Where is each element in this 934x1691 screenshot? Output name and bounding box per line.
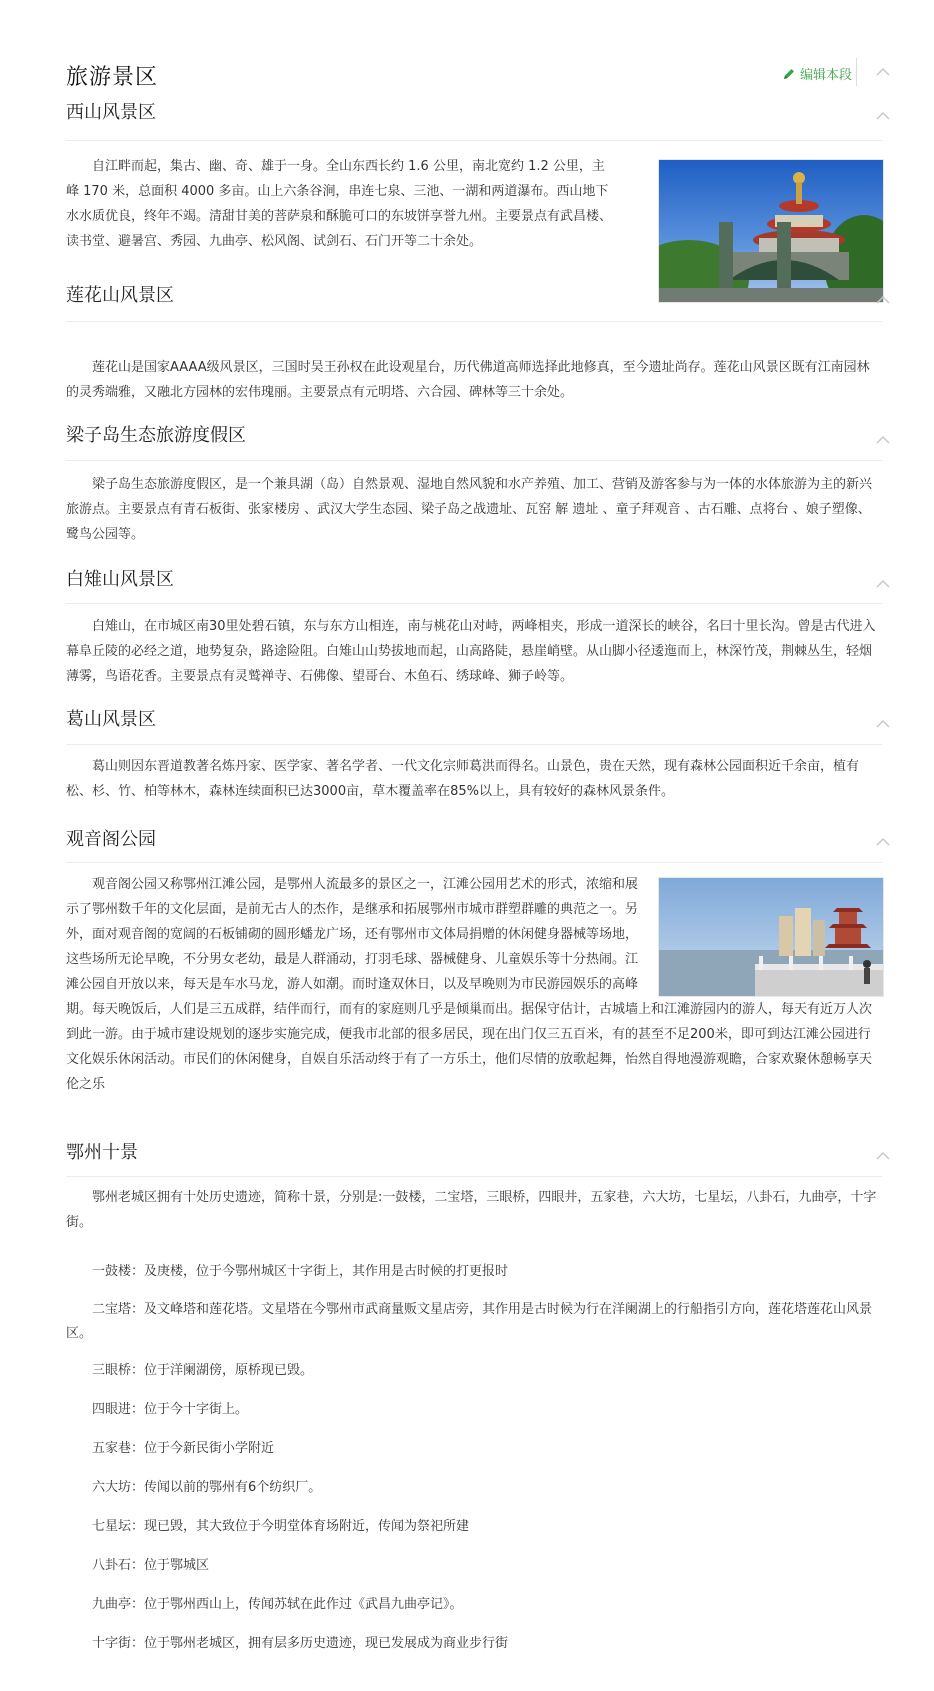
section-divider [66,1176,882,1177]
edit-label: 编辑本段 [800,68,853,83]
list-item: 八卦石：位于鄂城区 [92,1558,210,1573]
section-paragraph: 梁子岛生态旅游度假区，是一个兼具湖（岛）自然景观、湿地自然风貌和水产养殖、加工、营销及游客参与为一体的水体旅游为主的新兴旅游点。主要景点有青石板街、张家楼房 、武汉大学生态园、梁子岛之战遗址、瓦窑 解 遗址 、童子拜观音 、古石雕、点将台 、娘子塑像、鹭鸟公园等。 [66,477,873,542]
section-paragraph: 白雉山，在市城区南30里处碧石镇，东与东方山相连，南与桃花山对峙，两峰相夹，形成一道深长的峡谷，名曰十里长沟。曾是古代进入幕阜丘陵的必经之道，地势复杂，路途险阻。白雉山山势拔地而起，山高路陡，悬崖峭壁。从山脚小径逶迤而上，林深竹茂，荆棘丛生，轻烟薄雾，鸟语花香。主要景点有灵鹫禅寺、石佛像、望哥台、木鱼石、绣球峰、狮子岭等。 [66,619,876,684]
list-item: 六大坊：传闻以前的鄂州有6个纺织厂。 [92,1480,322,1495]
section-divider [66,862,882,863]
list-item: 二宝塔：及文峰塔和莲花塔。文星塔在今鄂州市武商量贩文星店旁，其作用是古时候为行在洋阑湖上的行船指引方向，莲花塔莲花山风景区。 [66,1302,873,1341]
section-paragraph: 葛山则因东晋道教著名炼丹家、医学家、著名学者、一代文化宗师葛洪而得名。山景色，贵在天然，现有森林公园面积近千余亩，植有松、杉、竹、柏等林木，森林连续面积已达3000亩，草木覆盖率在85%以上，具有较好的森林风景条件。 [66,759,860,799]
collapse-chevron-icon[interactable] [876,434,890,444]
section-divider [66,140,882,141]
list-item: 五家巷：位于今新民街小学附近 [92,1441,275,1456]
section-title: 观音阁公园 [66,829,156,850]
xishan-photo [658,159,884,303]
section-title: 莲花山风景区 [66,285,174,306]
section-divider [66,460,882,461]
collapse-chevron-icon[interactable] [876,1150,890,1160]
image-spacer [638,872,882,997]
section-title: 鄂州十景 [66,1142,138,1163]
section-divider [66,321,882,322]
section-title: 梁子岛生态旅游度假区 [66,425,246,446]
section-paragraph: 自江畔而起，集古、幽、奇、雄于一身。全山东西长约 1.6 公里，南北宽约 1.2 公里，主峰 170 米，总面积 4000 多亩。山上六条谷涧，串连七泉、三池、一湖和两道瀑布。西山地下水水质优良，终年不竭。清甜甘美的菩萨泉和酥脆可口的东坡饼享誉九州。主要景点有武昌楼、读书堂、避暑宫、秀园、九曲亭、松风阁、试剑石、石门开等二十余处。 [66,159,613,249]
pencil-icon [782,67,796,81]
section-intro: 鄂州老城区拥有十处历史遗迹，简称十景，分别是:一鼓楼，二宝塔，三眼桥，四眼井，五家巷，六大坊，七星坛，八卦石，九曲亭，十字街。 [66,1190,877,1230]
header-divider [856,58,857,86]
section-paragraph: 观音阁公园又称鄂州江滩公园，是鄂州人流最多的景区之一，江滩公园用艺术的形式，浓缩和展示了鄂州数千年的文化层面，是前无古人的杰作，是继承和拓展鄂州市城市群塑群雕的典范之一。另外，面对观音阁的宽阔的石板铺砌的圆形蟠龙广场，还有鄂州市文体局捐赠的休闲健身器械等场地，这些场所无论早晚，不分男女老幼，最是人群涌动，打羽毛球、器械健身、儿童娱乐等十分热闹。江滩公园自开放以来，每天是车水马龙，游人如潮。而时逢双休日，以及早晚则为市民游园娱乐的高峰期。每天晚饭后，人们是三五成群，结伴而行，而有的家庭则几乎是倾巢而出。据保守估计，古城墙上和江滩游园内的游人，每天有近万人次到此一游。由于城市建设规划的逐步实施完成，便我市北部的很多居民，现在出门仅三五百米，有的甚至不足200米，即可到达江滩公园进行文化娱乐休闲活动。市民们的休闲健身，自娱自乐活动终于有了一方乐土，他们尽情的放歌起舞，怡然自得地漫游观瞻，合家欢聚休憩畅享天伦之乐 [66,872,882,1097]
section-divider [66,603,882,604]
collapse-chevron-icon[interactable] [876,578,890,588]
list-item: 三眼桥：位于洋阑湖傍，原桥现已毁。 [92,1363,314,1378]
collapse-chevron-icon[interactable] [876,110,890,120]
collapse-chevron-icon[interactable] [876,718,890,728]
section-paragraph: 莲花山是国家AAAA级风景区，三国时吴王孙权在此设观星台，历代佛道高师选择此地修真，至今遗址尚存。莲花山风景区既有江南园林的灵秀端雅，又融北方园林的宏伟瑰丽。主要景点有元明塔、六合园、碑林等三十余处。 [66,360,870,400]
section-title: 白雉山风景区 [66,569,174,590]
section-title: 西山风景区 [66,102,156,123]
edit-section-link[interactable] [782,64,852,83]
page-title: 旅游景区 [66,65,159,90]
section-divider [66,744,882,745]
list-item: 四眼进：位于今十字街上。 [92,1402,249,1417]
list-item: 一鼓楼：及庚楼，位于今鄂州城区十字街上，其作用是古时候的打更报时 [92,1264,509,1279]
collapse-chevron-icon[interactable] [876,294,890,304]
list-item: 七星坛：现已毁，其大致位于今明堂体育场附近，传闻为祭祀所建 [92,1519,470,1534]
chevron-up-icon[interactable] [876,66,890,76]
section-title: 葛山风景区 [66,709,156,730]
collapse-chevron-icon[interactable] [876,836,890,846]
list-item: 九曲亭：位于鄂州西山上，传闻苏轼在此作过《武昌九曲亭记》。 [92,1597,463,1612]
list-item: 十字街：位于鄂州老城区，拥有层多历史遗迹，现已发展成为商业步行街 [92,1636,509,1651]
